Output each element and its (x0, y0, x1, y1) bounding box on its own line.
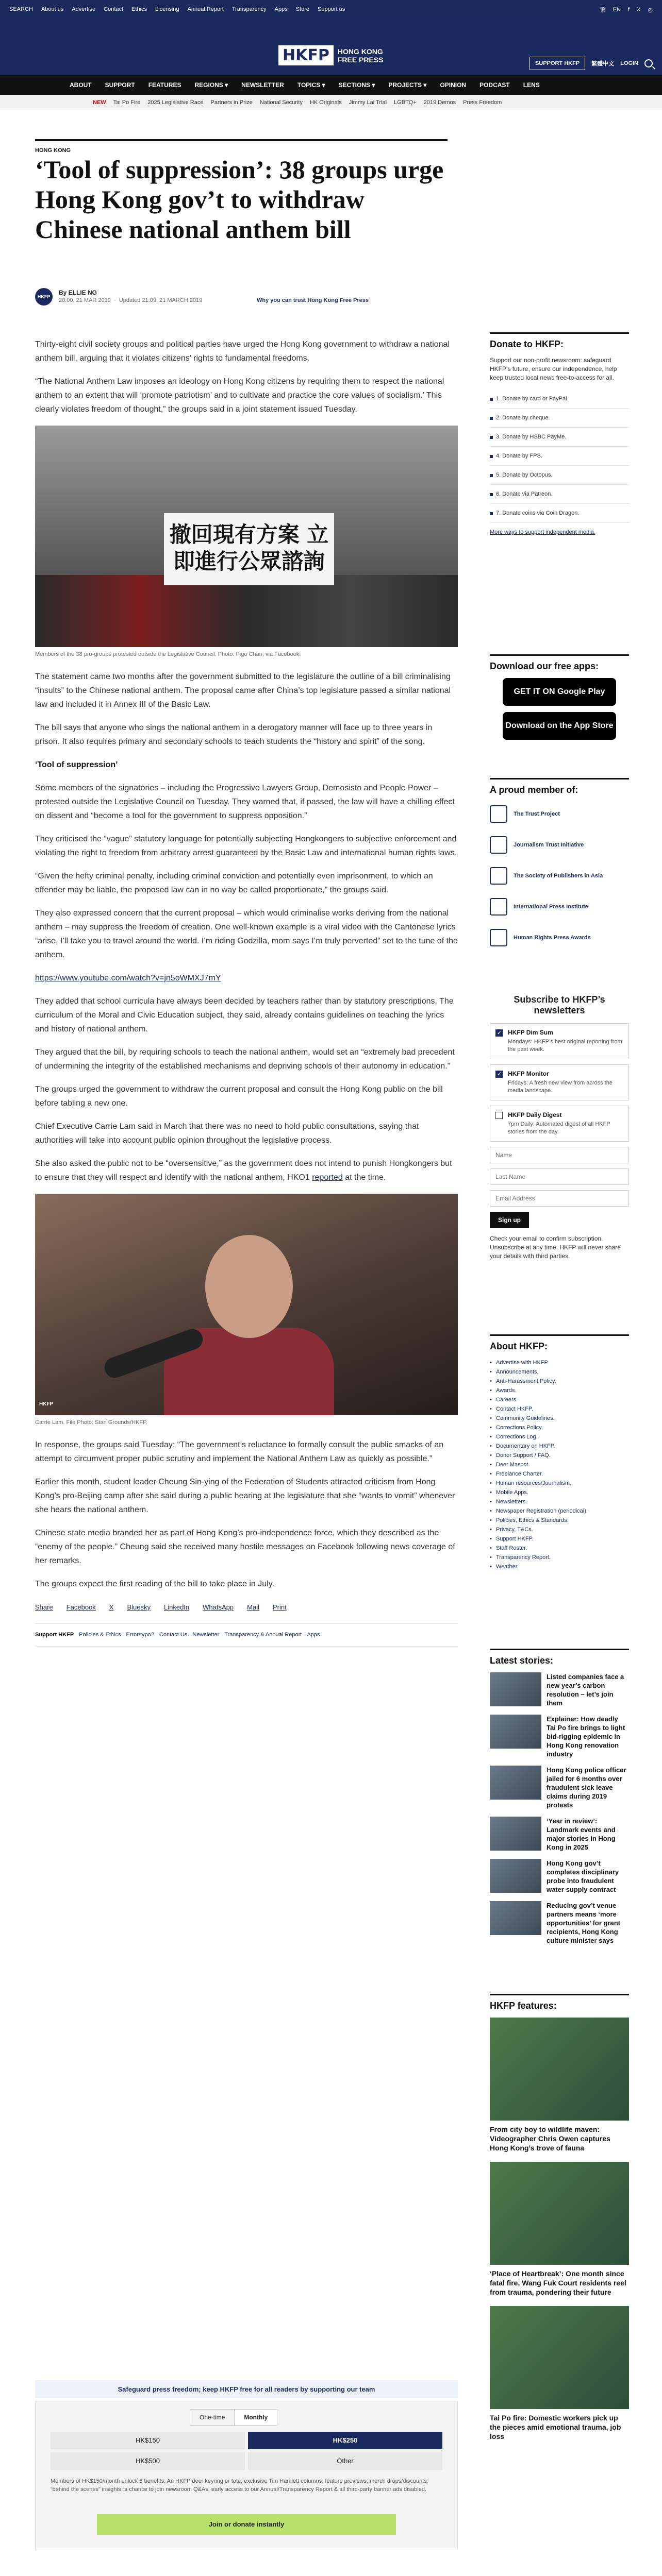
about-link[interactable]: • Policies, Ethics & Standards. (490, 1516, 629, 1525)
x-icon[interactable]: X (637, 7, 641, 13)
nav-lens[interactable]: LENS (523, 81, 540, 89)
share-bluesky[interactable]: Bluesky (127, 1603, 151, 1611)
publish-date: 20:00, 21 MAR 2019 · Updated 21:09, 21 MARCH 2019 (59, 297, 203, 303)
trust-link[interactable]: Why you can trust Hong Kong Free Press (257, 297, 369, 303)
trust-project-icon (490, 805, 507, 823)
logo-line-2: FREE PRESS (337, 55, 384, 64)
name-input[interactable] (490, 1147, 629, 1163)
share-print[interactable]: Print (272, 1603, 287, 1611)
nav-topics[interactable]: TOPICS ▾ (297, 81, 325, 89)
sidebar-about-title: About HKFP: (490, 1334, 629, 1352)
about-link[interactable]: • Advertise with HKFP. (490, 1358, 629, 1367)
paragraph: The bill says that anyone who sings the national anthem in a derogatory manner will face up to three years in prison. It also requires primary and secondary schools to teach students the “history and spirit” of the song. (35, 723, 433, 746)
paragraph: They argued that the bill, by requiring schools to teach the national anthem, would set an “extremely bad precedent of undermining the integrity of the established mechanisms and depriving schools of their autonomy in education.” (35, 1048, 455, 1071)
byline (35, 286, 458, 312)
footer-link-support[interactable]: Support HKFP (35, 1632, 74, 1638)
paragraph: In response, the groups said Tuesday: “The government’s reluctance to formally consult the public smacks of an attempt to circumvent proper public scrutiny and implement the National Anthem Law as quickly as possible.” (35, 1440, 444, 1463)
nav-regions[interactable]: REGIONS ▾ (194, 81, 228, 89)
lang-zh-link[interactable]: 繁 (600, 7, 606, 13)
about-link[interactable]: • Newsletters. (490, 1497, 629, 1506)
site-header (0, 19, 662, 75)
sidebar-members-title: A proud member of: (490, 778, 629, 795)
latest-story[interactable] (490, 1672, 629, 1707)
publish-date-text: 20:00, 21 MAR 2019 (59, 297, 111, 303)
story-title[interactable]: Reducing gov’t venue partners means ‘more opportunities’ for grant recipients, Hong Kong culture minister says (547, 1902, 620, 1944)
toggle-one-time[interactable]: One-time (200, 2414, 225, 2421)
utility-link-search[interactable]: SEARCH (9, 6, 33, 12)
amount-option[interactable]: HK$500 (51, 2452, 245, 2470)
utility-link-contact[interactable]: Contact (104, 6, 124, 12)
sidebar-features (490, 1994, 629, 2450)
utility-link-ethics[interactable]: Ethics (131, 6, 147, 12)
protest-banner: 撤回現有方案 立即進行公眾諮詢 (164, 513, 334, 585)
trending-link[interactable]: LGBTQ+ (394, 99, 417, 106)
header-actions (529, 57, 653, 70)
latest-story[interactable] (490, 1859, 629, 1894)
logo-text (338, 47, 384, 64)
donate-method[interactable]: 7. Donate coins via Coin Dragon. (490, 504, 629, 523)
utility-link-transparency[interactable]: Transparency (231, 6, 267, 12)
share-bar (35, 1600, 458, 1614)
facebook-icon[interactable]: f (627, 7, 630, 13)
nav-about[interactable]: ABOUT (70, 81, 92, 89)
feature-thumbnail (490, 2018, 629, 2121)
member-org-name: The Trust Project (514, 811, 560, 817)
member-org[interactable] (490, 802, 629, 826)
donate-widget (35, 2380, 458, 2566)
sidebar-members (490, 778, 629, 956)
about-link[interactable]: • Donor Support / FAQ. (490, 1451, 629, 1460)
latest-story[interactable] (490, 1715, 629, 1758)
top-utility-bar (0, 0, 662, 19)
about-link[interactable]: • Contact HKFP. (490, 1404, 629, 1414)
logo-line-1: HONG KONG (337, 47, 383, 56)
newsletter-name: HKFP Dim Sum (508, 1029, 553, 1036)
share-facebook[interactable]: Facebook (66, 1603, 96, 1611)
about-link[interactable]: • Corrections Log. (490, 1432, 629, 1442)
about-link[interactable]: • Announcements. (490, 1367, 629, 1377)
feature-story[interactable] (490, 2018, 629, 2153)
paragraph: Chinese state media branded her as part of Hong Kong’s pro-independence force, which they described as the “enemy of the people.” Cheung said she received many hostile messages on Facebook following news coverage of her remarks. (35, 1529, 455, 1565)
newsletter-desc: 7pm Daily: Automated digest of all HKFP stories from the day. (508, 1121, 610, 1135)
about-link[interactable]: • Privacy, T&Cs. (490, 1525, 629, 1534)
trending-bar (0, 95, 662, 110)
latest-story[interactable] (490, 1817, 629, 1852)
nav-features[interactable]: FEATURES (148, 81, 181, 89)
trending-link[interactable]: National Security (259, 99, 303, 106)
about-link[interactable]: • Community Guidelines. (490, 1414, 629, 1423)
paragraph (35, 1157, 458, 1184)
story-title[interactable]: Explainer: How deadly Tai Po fire brings to light bid-rigging epidemic in Hong Kong renovation industry (547, 1715, 625, 1758)
footer-link[interactable]: Transparency & Annual Report (224, 1632, 302, 1638)
updated-date-text: Updated 21:09, 21 MARCH 2019 (119, 297, 203, 303)
story-title[interactable]: Listed companies face a new year’s carbon resolution – let’s join them (547, 1673, 624, 1707)
utility-link-licensing[interactable]: Licensing (155, 6, 179, 12)
footer-link[interactable]: Contact Us (159, 1632, 188, 1638)
protest-photo[interactable] (35, 426, 458, 647)
frequency-toggle (190, 2409, 277, 2426)
newsletter-name: HKFP Daily Digest (508, 1111, 562, 1118)
jti-icon (490, 836, 507, 854)
about-link[interactable]: • Transparency Report. (490, 1553, 629, 1562)
sidebar-donate-text: Support our non-profit newsroom: safeguard HKFP’s future, ensure our independence, help keep trusted local news free-to-access for all. (490, 357, 617, 381)
sidebar-apps (490, 654, 629, 746)
donate-headline[interactable]: Safeguard press freedom; keep HKFP free for all readers by supporting our team (35, 2380, 458, 2398)
paragraph: “Given the hefty criminal penalty, including criminal conviction and potentially even imprisonment, to which an offender may be liable, the proposed law can in no way be called proportionate,” the groups said. (35, 872, 433, 894)
footer-link[interactable]: Newsletter (192, 1632, 220, 1638)
feature-title[interactable]: ‘Place of Heartbreak’: One month since fatal fire, Wang Fuk Court residents reel from trauma, pondering their future (490, 2269, 626, 2296)
member-org[interactable] (490, 863, 629, 888)
lang-switch[interactable]: 繁體中文 (591, 61, 615, 67)
about-link[interactable]: • Anti-Harassment Policy. (490, 1377, 629, 1386)
social-links (600, 6, 653, 14)
carrie-lam-photo[interactable] (35, 1194, 458, 1415)
utility-link-advertise[interactable]: Advertise (72, 6, 96, 12)
sidebar-latest (490, 1649, 629, 1952)
share-label: Share (35, 1603, 53, 1611)
donate-method[interactable]: 3. Donate by HSBC PayMe. (490, 428, 629, 447)
story-thumbnail (490, 1715, 541, 1749)
trending-link[interactable]: Press Freedom (463, 99, 502, 106)
utility-link-annual-report[interactable]: Annual Report (187, 6, 224, 12)
paragraph: Chief Executive Carrie Lam said in March that there was no need to hold public consultations, saying that authorities will take into account public opinion throughout the legislative process. (35, 1122, 419, 1145)
newsletter-desc: Mondays: HKFP’s best original reporting from the past week. (508, 1039, 622, 1053)
paragraph: Thirty-eight civil society groups and political parties have urged the Hong Kong government to withdraw a national anthem bill, arguing that it violates citizens’ rights to fundamental freedoms. (35, 340, 450, 363)
member-org-name: The Society of Publishers in Asia (514, 873, 603, 879)
trending-link[interactable]: Tai Po Fire (113, 99, 141, 106)
donate-method[interactable]: 5. Donate by Octopus. (490, 466, 629, 485)
sidebar-latest-title: Latest stories: (490, 1649, 629, 1666)
story-thumbnail (490, 1672, 541, 1706)
about-link[interactable]: • Mobile Apps. (490, 1488, 629, 1497)
logo-mark: HKFP (278, 45, 334, 65)
email-input[interactable] (490, 1190, 629, 1207)
reported-link[interactable]: reported (312, 1173, 343, 1182)
latest-story[interactable] (490, 1766, 629, 1809)
donate-method[interactable]: 6. Donate via Patreon. (490, 485, 629, 504)
about-link[interactable]: • Careers. (490, 1395, 629, 1404)
about-link[interactable]: • Deer Mascot. (490, 1460, 629, 1469)
footer-link[interactable]: Apps (307, 1632, 320, 1638)
join-button[interactable]: Join or donate instantly (97, 2514, 396, 2535)
amount-option[interactable]: HK$150 (51, 2432, 245, 2449)
utility-link-support[interactable]: Support us (318, 6, 345, 12)
feature-title[interactable]: Tai Po fire: Domestic workers pick up the pieces amid emotional trauma, job loss (490, 2414, 621, 2441)
article-title: ‘Tool of suppression’: 38 groups urge Hong Kong gov’t to withdraw Chinese national anthem bill (35, 155, 444, 244)
nav-newsletter[interactable]: NEWSLETTER (241, 81, 284, 89)
amount-option-other[interactable]: Other (248, 2452, 442, 2470)
story-thumbnail (490, 1859, 541, 1893)
newsletter-option[interactable] (490, 1106, 629, 1142)
newsletter-note: Check your email to confirm subscription. Unsubscribe at any time. HKFP will never share your details with third parties. (490, 1235, 621, 1260)
member-org[interactable] (490, 894, 629, 919)
about-link[interactable]: • Freelance Charter. (490, 1469, 629, 1479)
feature-thumbnail (490, 2162, 629, 2265)
newsletter-option[interactable] (490, 1023, 629, 1059)
share-linkedin[interactable]: LinkedIn (164, 1603, 190, 1611)
subheading: ‘Tool of suppression’ (35, 760, 118, 769)
signup-button[interactable]: Sign up (490, 1212, 529, 1228)
about-link[interactable]: • Support HKFP. (490, 1534, 629, 1544)
utility-link-about[interactable]: About us (41, 6, 64, 12)
paragraph: Earlier this month, student leader Cheung Sin-ying of the Federation of Students attracted criticism from Hong Kong’s pro-Beijing camp after she said during a public hearing at the legislature that she “wants to vomit” whenever she hears the national anthem. (35, 1478, 455, 1514)
member-org-name: International Press Institute (514, 904, 588, 910)
paragraph: The groups expect the first reading of the bill to take place in July. (35, 1580, 274, 1588)
paragraph: “The National Anthem Law imposes an ideology on Hong Kong citizens by requiring them to respect the national anthem to an extent that will ‘promote patriotism’ and to cultivate and practice the core values of socialism.’ This clearly violates freedom of thought,” the groups said in a joint statement issued Tuesday. (35, 377, 444, 414)
feature-story[interactable] (490, 2306, 629, 2441)
member-benefits: Members of HK$150/month unlock 8 benefits: An HKFP deer keyring or tote, exclusive Tim Hamlett columns; feature previews; merch drops/discounts; “behind the scenes” insights; a chance to join newsroom Q&As, early access to our Annual/Transparency Report & all third-party banner ads disabled. (51, 2478, 428, 2493)
footer-link[interactable]: Policies & Ethics (79, 1632, 121, 1638)
nav-podcast[interactable]: PODCAST (479, 81, 510, 89)
latest-story[interactable] (490, 1901, 629, 1945)
last-name-input[interactable] (490, 1168, 629, 1185)
utility-links (9, 6, 345, 12)
footer-link[interactable]: Error/typo? (126, 1632, 154, 1638)
share-mail[interactable]: Mail (247, 1603, 259, 1611)
sidebar-features-title: HKFP features: (490, 1994, 629, 2011)
about-link[interactable]: • Human resources/Journalism. (490, 1479, 629, 1488)
paragraph: They also expressed concern that the current proposal – which would criminalise works deriving from the national anthem – may suppress the freedom of creation. One well-known example is a viral video with the Cantonese lyrics “arise, I’ll take you to travel around the world. I’m riding Godzilla, mom says I’m truly perverted” set to the tune of the anthem. (35, 909, 458, 959)
about-links (490, 1358, 629, 1571)
paragraph: Some members of the signatories – including the Progressive Lawyers Group, Demosisto and People Power – protested outside the Legislative Council on Tuesday. They warned that, if passed, the law will have a chilling effect on dissent and “become a tool for the government to suppress opposition.” (35, 784, 455, 820)
hrpa-icon (490, 929, 507, 946)
paragraph-text: at the time. (342, 1173, 386, 1182)
login-link[interactable]: LOGIN (620, 60, 638, 66)
figure-caption: Members of the 38 pro-groups protested outside the Legislative Council. Photo: Pigo Chan, via Facebook. (35, 651, 301, 657)
newsletter-option[interactable] (490, 1064, 629, 1100)
amount-option-selected[interactable]: HK$250 (248, 2432, 442, 2449)
story-thumbnail (490, 1817, 541, 1851)
ipi-icon (490, 898, 507, 916)
share-x[interactable]: X (109, 1603, 114, 1611)
about-link[interactable]: • Corrections Policy. (490, 1423, 629, 1432)
member-org[interactable] (490, 833, 629, 857)
nav-support[interactable]: SUPPORT (105, 81, 135, 89)
member-org-name: Human Rights Press Awards (514, 935, 591, 941)
trending-new-badge: NEW (93, 99, 106, 106)
sopa-icon (490, 867, 507, 885)
paragraph: The statement came two months after the government submitted to the legislature the outline of a bill criminalising “insults” to the Chinese national anthem. The proposal came after China’s top legislature passed a similar national law and included it in Annex III of the Basic Law. (35, 672, 451, 709)
feature-title[interactable]: From city boy to wildlife maven: Videographer Chris Owen captures Hong Kong’s trove of fauna (490, 2125, 610, 2152)
sidebar-google-play-button[interactable]: GET IT ON Google Play (503, 678, 616, 706)
story-thumbnail (490, 1766, 541, 1800)
member-org[interactable] (490, 925, 629, 950)
trending-link[interactable]: Partners in Prize (210, 99, 253, 106)
trending-link[interactable]: Jimmy Lai Trial (349, 99, 387, 106)
newsletter-desc: Fridays: A fresh new view from across the media landscape. (508, 1080, 613, 1094)
instagram-icon[interactable]: ◎ (648, 7, 653, 13)
support-hkfp-button[interactable]: SUPPORT HKFP (529, 57, 585, 70)
sidebar-donate-title: Donate to HKFP: (490, 332, 629, 350)
article-body (35, 337, 458, 1647)
story-title[interactable]: Hong Kong gov’t completes disciplinary probe into fraudulent water supply contract (547, 1859, 619, 1893)
photo-watermark: HKFP (39, 1401, 54, 1407)
more-ways-link[interactable]: More ways to support independent media. (490, 529, 595, 535)
trending-link[interactable]: 2019 Demos (423, 99, 456, 106)
main-nav (0, 75, 662, 95)
author-name[interactable]: By ELLIE NG (59, 289, 97, 296)
newsletter-checkbox[interactable] (495, 1029, 503, 1037)
search-icon[interactable] (644, 59, 653, 67)
feature-story[interactable] (490, 2162, 629, 2297)
feature-thumbnail (490, 2306, 629, 2409)
toggle-monthly[interactable]: Monthly (234, 2410, 277, 2425)
youtube-link[interactable]: https://www.youtube.com/watch?v=jn5oWMXJ7mY (35, 974, 221, 982)
figure-caption: Carrie Lam. File Photo: Stan Grounds/HKFP. (35, 1419, 148, 1426)
sidebar-apps-title: Download our free apps: (490, 654, 629, 672)
donate-method[interactable]: 1. Donate by card or PayPal. (490, 389, 629, 409)
trending-link[interactable]: HK Originals (309, 99, 342, 106)
utility-link-apps[interactable]: Apps (274, 6, 288, 12)
member-org-name: Journalism Trust Initiative (514, 842, 584, 848)
figure-protest (35, 426, 458, 658)
story-title[interactable]: Hong Kong police officer jailed for 6 months over fraudulent sick leave claims during 2019 protests (547, 1766, 626, 1809)
utility-link-store[interactable]: Store (295, 6, 310, 12)
donate-method-list (490, 389, 629, 523)
nav-sections[interactable]: SECTIONS ▾ (338, 81, 375, 89)
sidebar-newsletter (490, 994, 629, 1268)
about-link[interactable]: • Newspaper Registration (periodical). (490, 1506, 629, 1516)
share-whatsapp[interactable]: WhatsApp (203, 1603, 234, 1611)
paragraph: The groups urged the government to withdraw the current proposal and consult the Hong Kong public on the bill before tabling a new one. (35, 1085, 443, 1108)
donate-method[interactable]: 4. Donate by FPS. (490, 447, 629, 466)
trending-link[interactable]: 2025 Legislative Race (147, 99, 204, 106)
paragraph: They added that school curricula have always been decided by teachers rather than by statutory prescriptions. The curriculum of the Moral and Civic Education subject, they said, already contains guidelines on teaching the lyrics and history of national anthem. (35, 997, 454, 1033)
amount-options (51, 2432, 442, 2470)
section-label[interactable]: HONG KONG (35, 139, 448, 154)
story-title[interactable]: ‘Year in review’: Landmark events and major stories in Hong Kong in 2025 (547, 1817, 616, 1851)
figure-carrie-lam (35, 1194, 458, 1427)
about-link[interactable]: • Awards. (490, 1386, 629, 1395)
protesters-shape (35, 575, 458, 647)
lang-en-link[interactable]: EN (613, 7, 621, 13)
about-link[interactable]: • Documentary on HKFP. (490, 1442, 629, 1451)
sidebar-about (490, 1334, 629, 1571)
story-thumbnail (490, 1901, 541, 1935)
about-link[interactable]: • Staff Roster. (490, 1544, 629, 1553)
nav-opinion[interactable]: OPINION (440, 81, 467, 89)
about-link[interactable]: • Weather. (490, 1562, 629, 1571)
site-logo[interactable] (278, 45, 384, 65)
newsletter-checkbox[interactable] (495, 1071, 503, 1078)
donate-method[interactable]: 2. Donate by cheque. (490, 409, 629, 428)
sidebar-donate (490, 332, 629, 535)
article-footer-links (35, 1623, 458, 1647)
paragraph-text: She also asked the public not to be “oversensitive,” as the government does not intend to punish Hongkongers but to ensure that they will respect and identify with the national anthem, HKO1 (35, 1159, 452, 1182)
paragraph: They criticised the “vague” statutory language for potentially subjecting Hongkongers to subjective enforcement and violating the right to freedom from arbitrary arrest guaranteed by the Basic Law and international human rights laws. (35, 835, 457, 857)
newsletter-title: Subscribe to HKFP’s newsletters (514, 994, 605, 1015)
newsletter-checkbox[interactable] (495, 1112, 503, 1119)
nav-projects[interactable]: PROJECTS ▾ (388, 81, 427, 89)
author-avatar[interactable]: HKFP (35, 288, 53, 306)
newsletter-name: HKFP Monitor (508, 1070, 549, 1077)
sidebar-app-store-button[interactable]: Download on the App Store (503, 712, 616, 740)
face-shape (205, 1235, 293, 1338)
